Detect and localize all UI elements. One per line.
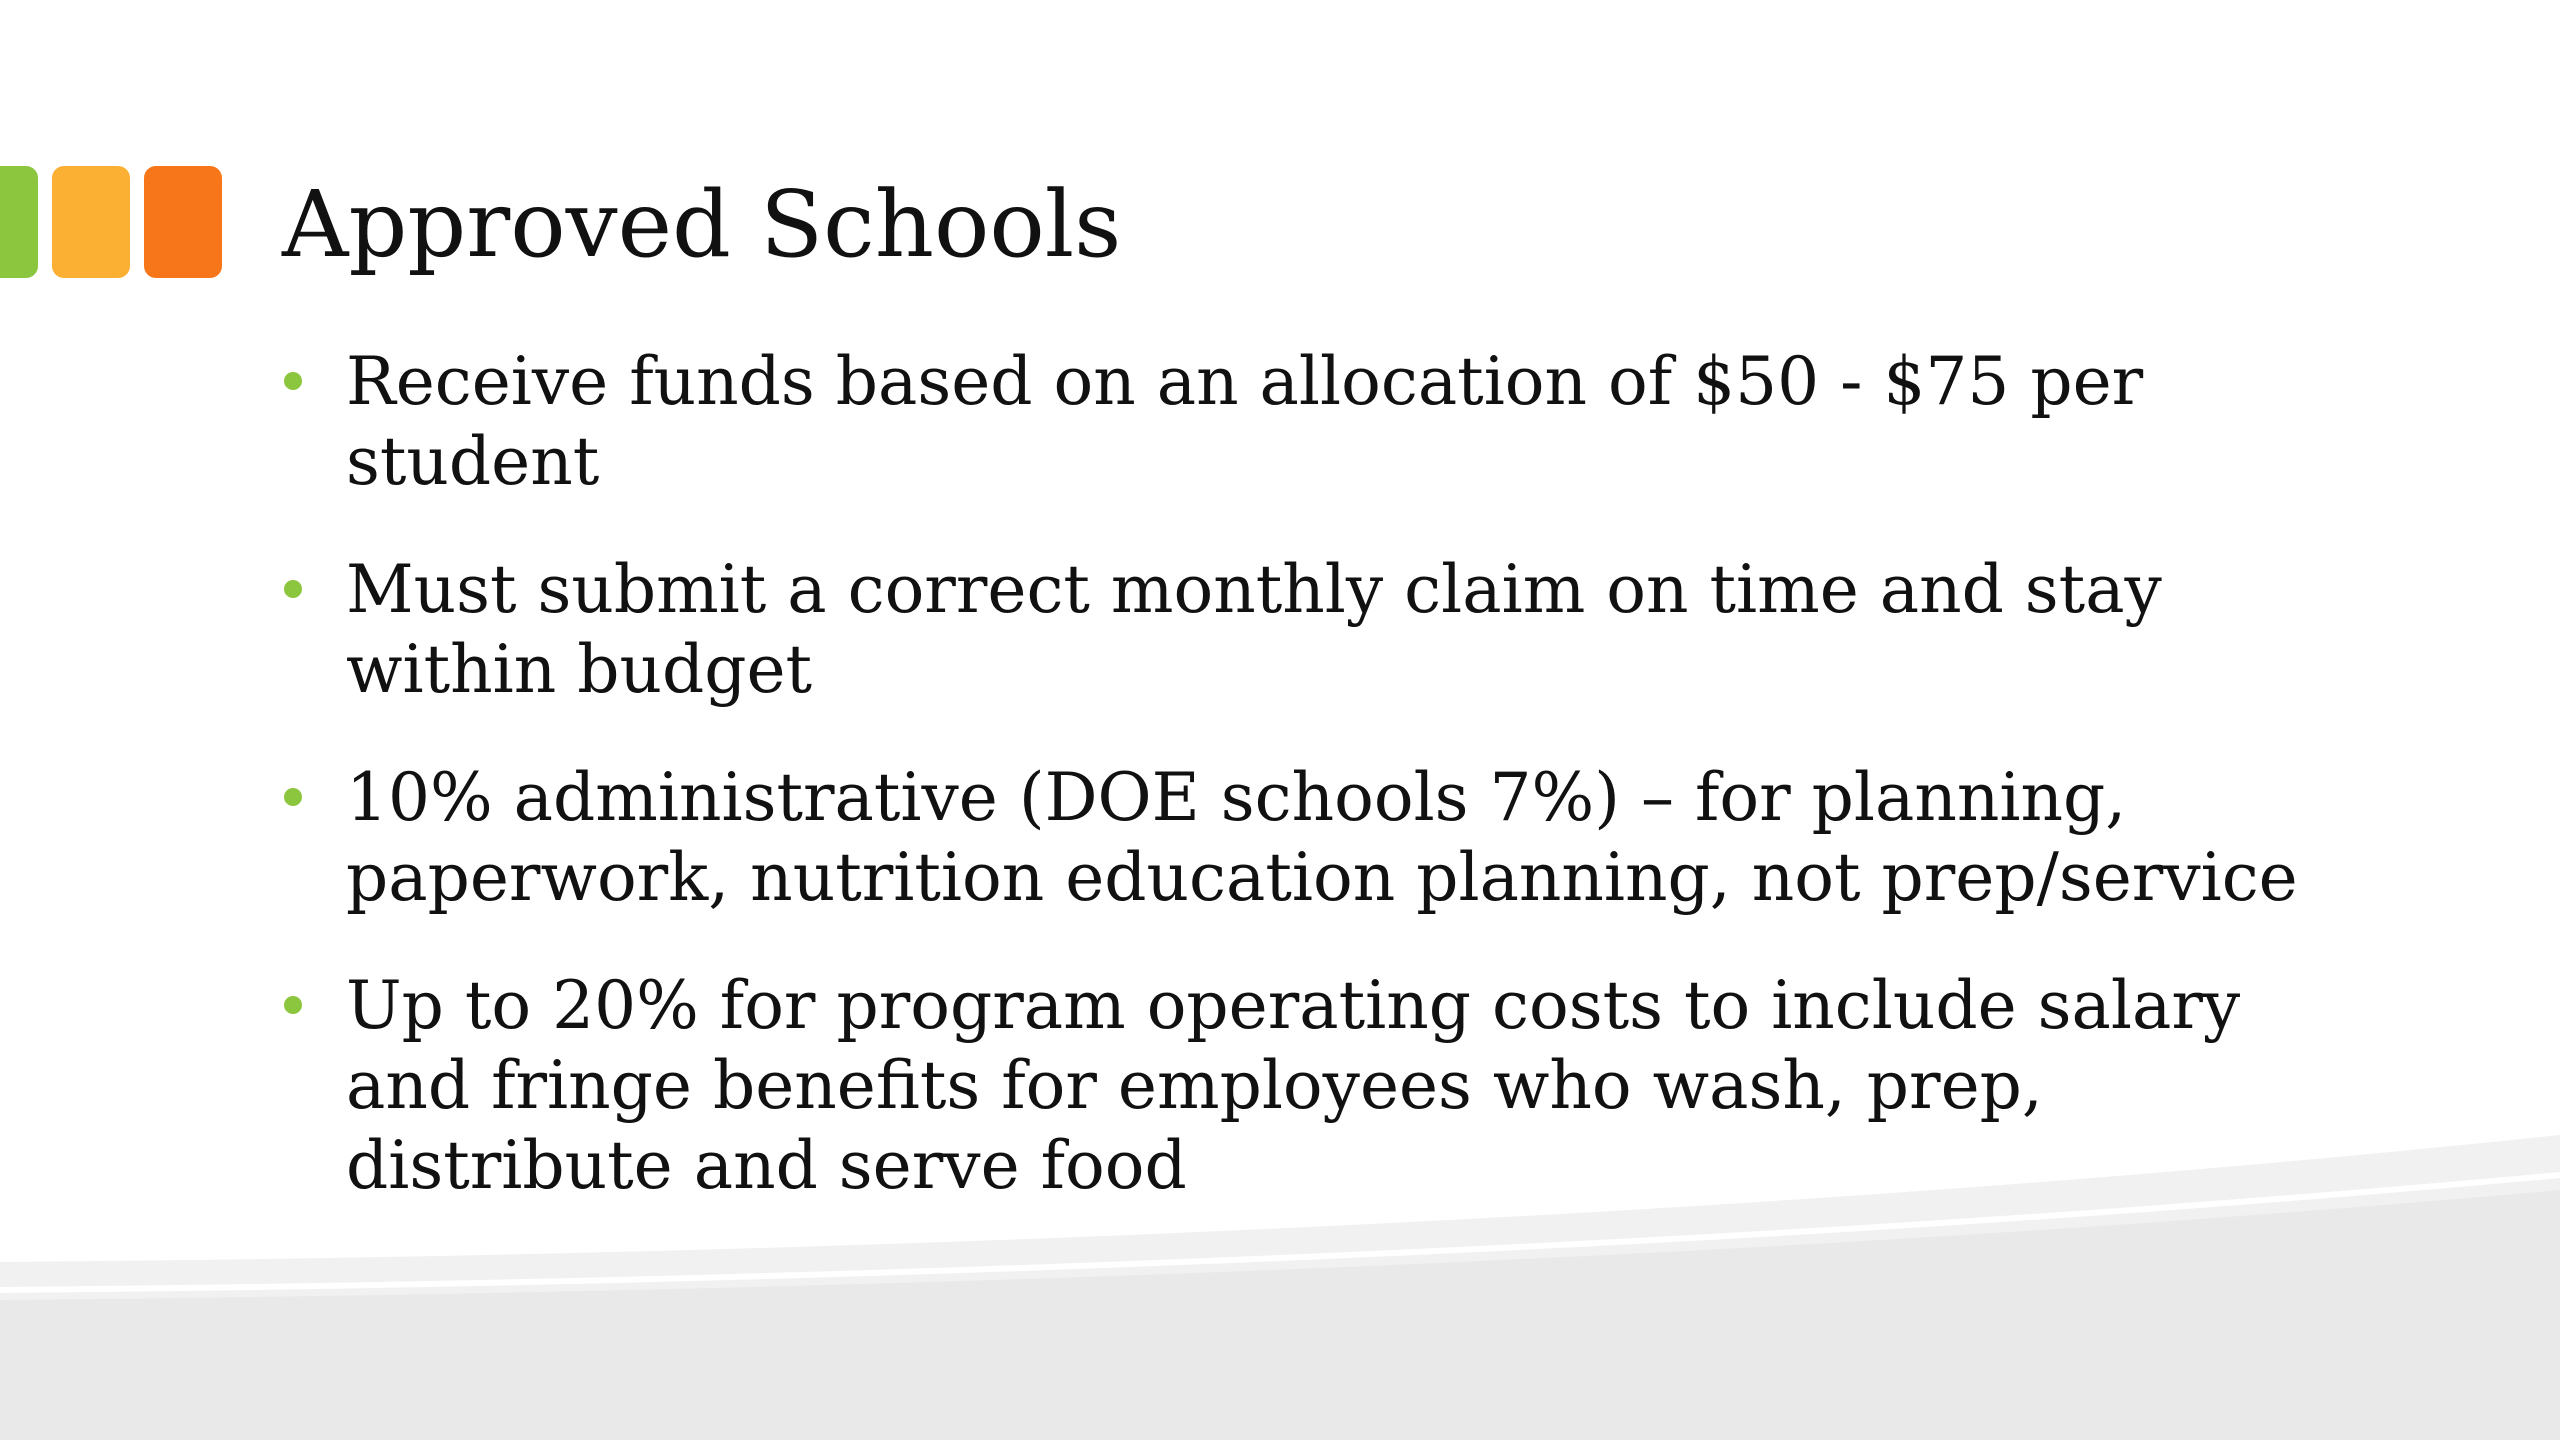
accent-block-green xyxy=(0,166,38,278)
bullet-text: Receive funds based on an allocation of $50 - $75 per student xyxy=(346,343,2144,500)
bullet-item xyxy=(280,550,2380,710)
bullet-item xyxy=(280,758,2380,918)
accent-block-yellow xyxy=(52,166,130,278)
bullet-dot-icon xyxy=(284,580,302,598)
accent-block-orange xyxy=(144,166,222,278)
bullet-dot-icon xyxy=(284,372,302,390)
bullet-dot-icon xyxy=(284,788,302,806)
bullet-text: Must submit a correct monthly claim on time and stay within budget xyxy=(346,551,2162,708)
slide-title: Approved Schools xyxy=(282,171,1122,278)
bullet-dot-icon xyxy=(284,996,302,1014)
bullet-item xyxy=(280,342,2380,502)
bullet-list xyxy=(280,342,2380,1254)
bullet-item xyxy=(280,966,2380,1206)
bullet-text: 10% administrative (DOE schools 7%) – for planning, paperwork, nutrition education planning, not prep/service xyxy=(346,759,2298,916)
accent-blocks xyxy=(0,166,230,278)
bullet-text: Up to 20% for program operating costs to include salary and fringe benefits for employees who wash, prep, distribute and serve food xyxy=(346,967,2241,1204)
